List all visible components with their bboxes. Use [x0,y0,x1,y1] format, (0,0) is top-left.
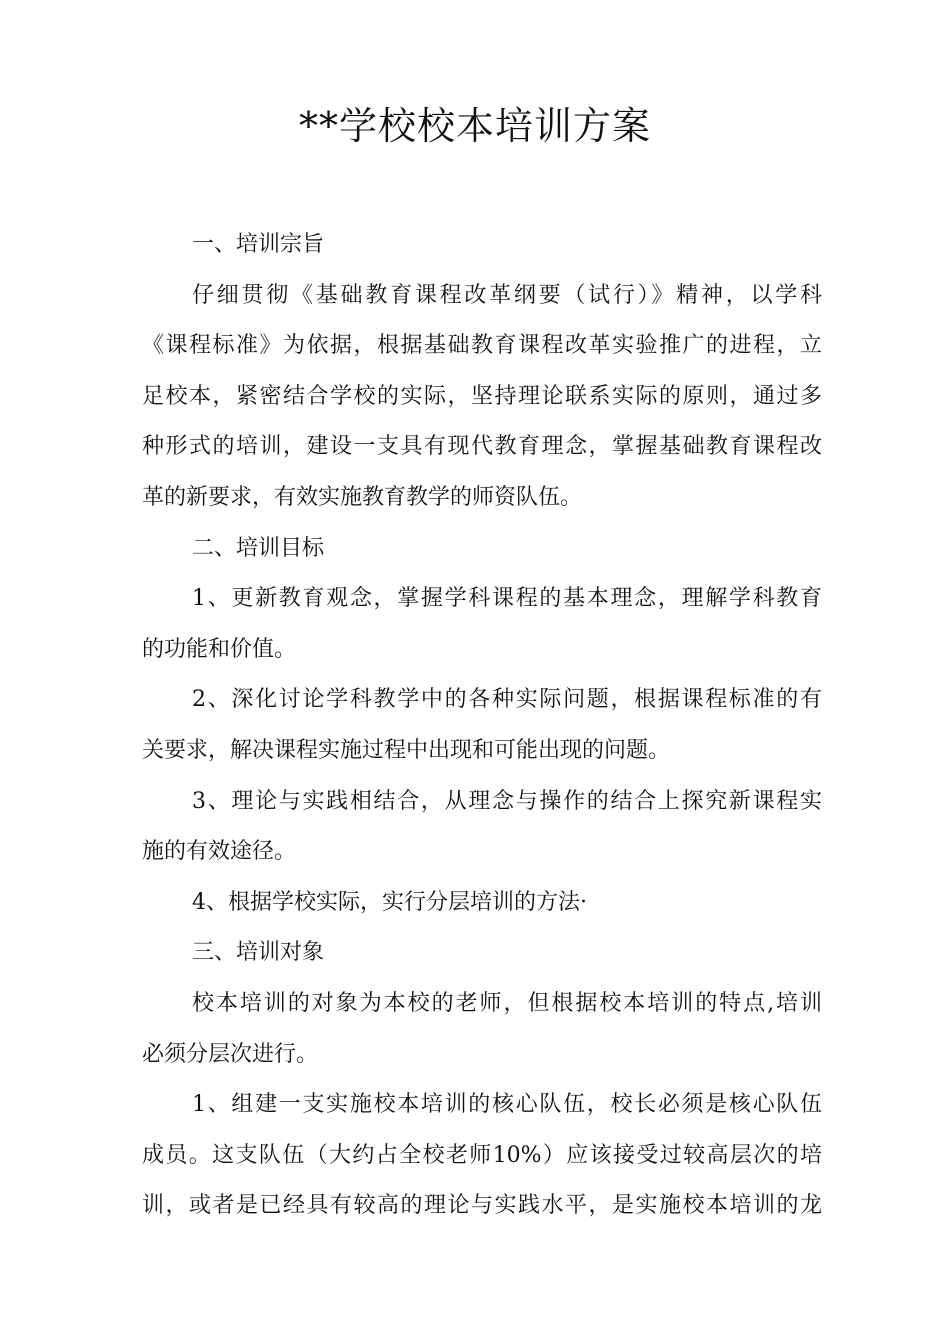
paragraph-line: 仔细贯彻《基础教育课程改革纲要（试行）》精神，以学科 [192,282,822,308]
paragraph-line: 2、深化讨论学科教学中的各种实际问题，根据课程标准的有 [192,687,822,713]
paragraph-line: 关要求，解决课程实施过程中出现和可能出现的问题。 [142,737,671,763]
paragraph-line: 种形式的培训，建设一支具有现代教育理念，掌握基础教育课程改 [142,434,822,460]
document-title: **学校校本培训方案 [298,104,651,148]
paragraph-line: 施的有效途径。 [142,839,297,865]
paragraph-line: 革的新要求，有效实施教育教学的师资队伍。 [142,484,583,510]
section-heading-audience: 三、培训对象 [192,940,325,966]
paragraph-line: 3、理论与实践相结合，从理念与操作的结合上探究新课程实 [192,788,822,814]
paragraph-line: 校本培训的对象为本校的老师，但根据校本培训的特点,培训 [192,990,822,1016]
paragraph-line: 1、更新教育观念，掌握学科课程的基本理念，理解学科教育 [192,586,822,612]
paragraph-line: 成员。这支队伍（大约占全校老师10%）应该接受过较高层次的培 [142,1142,822,1168]
document-body [142,220,822,1232]
paragraph-line: 1、组建一支实施校本培训的核心队伍，校长必须是核心队伍 [192,1092,822,1118]
paragraph-line: 必须分层次进行。 [142,1041,319,1067]
section-heading-goals: 二、培训目标 [192,535,325,561]
paragraph-line: 训，或者是已经具有较高的理论与实践水平，是实施校本培训的龙 [142,1193,822,1219]
paragraph-line: 《课程标准》为依据，根据基础教育课程改革实验推广的进程，立 [142,333,822,359]
paragraph-line: 的功能和价值。 [142,636,297,662]
paragraph-line: 4、根据学校实际，实行分层培训的方法· [192,889,587,915]
paragraph-line: 足校本，紧密结合学校的实际，坚持理论联系实际的原则，通过多 [142,383,822,409]
section-heading-purpose: 一、培训宗旨 [192,232,325,257]
